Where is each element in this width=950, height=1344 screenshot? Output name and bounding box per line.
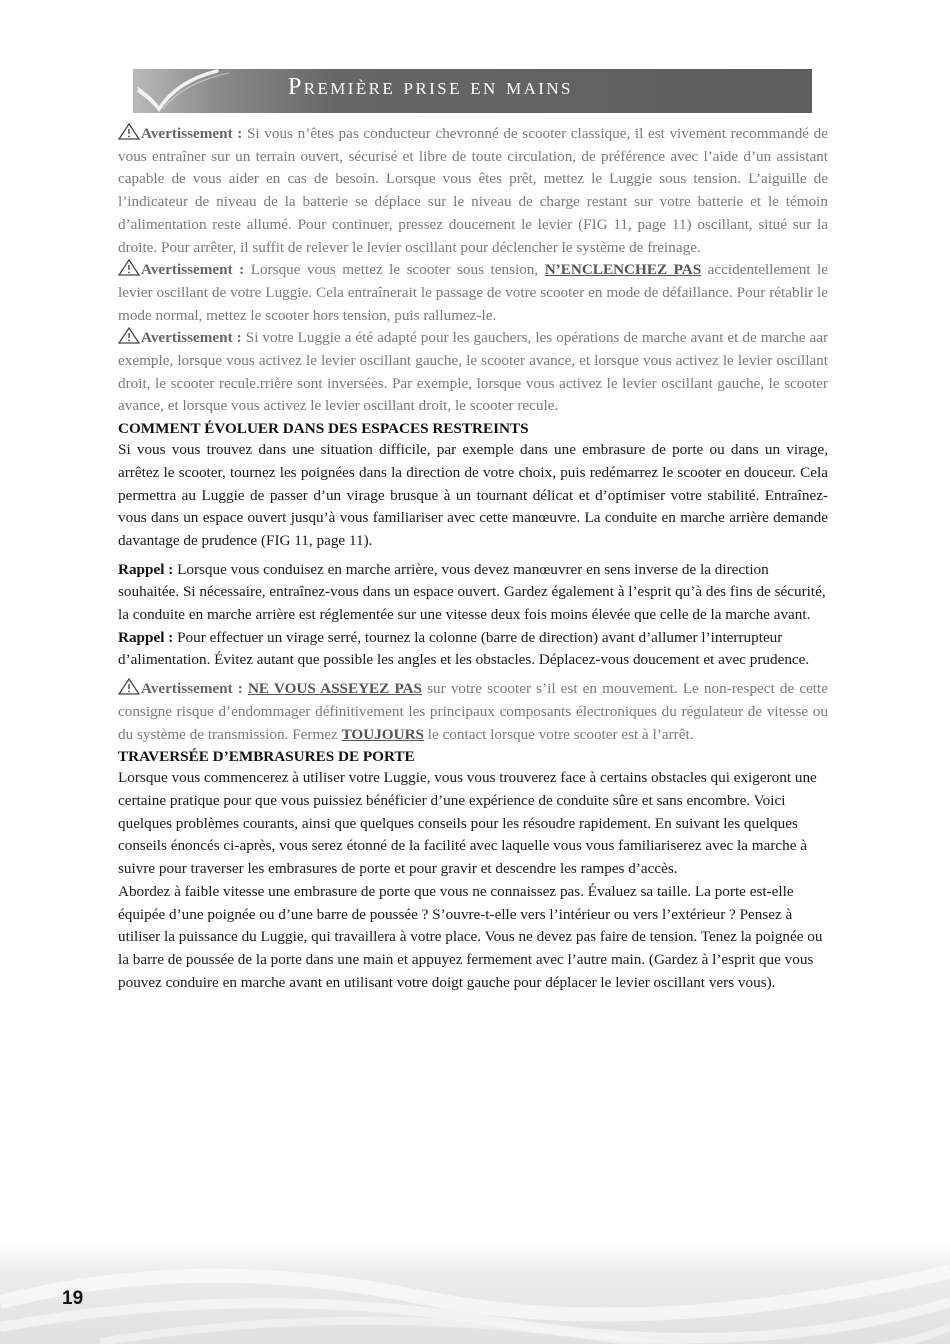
reminder-paragraph	[118, 559, 828, 627]
section-heading: COMMENT ÉVOLUER DANS DES ESPACES RESTREINTS	[118, 420, 529, 438]
warning-text: le contact lorsque votre scooter est à l’arrêt.	[427, 725, 694, 743]
body-paragraph: Abordez à faible vitesse une embrasure de porte que vous ne connaissez pas. Évaluez sa taille. La porte est-elle équipée d’une poignée ou d’une barre de poussée ? S’ouvre-t-elle vers l’intérieur ou vers l’extérieur ? Pensez à utiliser la puissance du Luggie, qui travaillera à votre place. Vous ne devez pas faire de tension. Tenez la poignée ou la barre de poussée de la porte dans une main et appuyez fermement avec l’autre main. (Gardez à l’esprit que vous pouvez conduire en marche avant en utilisant votre doigt gauche pour déplacer le levier oscillant vers vous).	[118, 882, 823, 991]
reminder-paragraph	[118, 627, 828, 672]
warning-paragraph	[118, 678, 828, 746]
warning-label: Avertissement :	[141, 125, 243, 142]
reminder-label: Rappel :	[118, 560, 174, 578]
section-header	[133, 69, 812, 113]
reminder-text: Pour effectuer un virage serré, tournez la colonne (barre de direction) avant d’allumer l’interrupteur d’alimentation. Évitez autant que possible les angles et les obstacles. Déplacez-vous doucement et avec prudence.	[118, 628, 810, 669]
warning-triangle-icon	[118, 123, 140, 140]
warning-text: Lorsque vous mettez le scooter sous tension,	[250, 261, 539, 279]
emphasis-text: N’ENCLENCHEZ PAS	[544, 261, 702, 279]
warning-text: accidentellement le levier oscillant de votre Luggie. Cela entraînerait le passage de votre scooter en mode de défaillance. Pour rétablir le mode normal, mettez le scooter hors tension, puis rallumez-le.	[118, 261, 829, 324]
warning-triangle-icon	[118, 678, 140, 695]
warning-paragraph	[118, 259, 828, 327]
warning-label: Avertissement :	[141, 680, 243, 698]
section-heading: TRAVERSÉE D’EMBRASURES DE PORTE	[118, 748, 415, 766]
reminder-text: Lorsque vous conduisez en marche arrière, vous devez manœuvrer en sens inverse de la direction souhaitée. Si nécessaire, entraînez-vous dans un espace ouvert. Gardez également à l’esprit qu’à des fins de sécurité, la conduite en marche arrière est réglementée sur une vitesse deux fois moins élevée que celle de la marche avant.	[118, 560, 826, 624]
warning-text: sur votre scooter s’il est en mouvement. Le non-respect de cette consigne risque d’endommager définitivement les principaux composants électroniques du régulateur de vitesse ou du système de transmission. Fermez	[118, 680, 828, 743]
page-title: Première prise en mains	[288, 74, 573, 100]
warning-label: Avertissement :	[141, 329, 242, 347]
reminder-label: Rappel :	[118, 628, 174, 646]
page-content	[118, 123, 828, 994]
warning-paragraph	[118, 327, 828, 418]
emphasis-text: TOUJOURS	[341, 725, 424, 743]
warning-label: Avertissement :	[141, 261, 245, 279]
body-paragraph: Lorsque vous commencerez à utiliser votre Luggie, vous vous trouverez face à certains obstacles qui exigeront une certaine pratique pour que vous puissiez bénéficier d’une expérience de conduite sûre et sans encombre. Voici quelques problèmes courants, ainsi que quelques conseils pour les résoudre rapidement. En suivant les quelques conseils énoncés ci-après, vous serez étonné de la facilité avec laquelle vous vous familiariserez avec la marche à suivre pour traverser les embrasures de porte et pour gravir et descendre les rampes d’accès.	[118, 769, 817, 878]
checkmark-icon	[133, 69, 243, 113]
warning-text: Si votre Luggie a été adapté pour les gauchers, les opérations de marche avant et de marche aar exemple, lorsque vous activez le levier oscillant gauche, le scooter avance, et lorsque vous activez le levier oscillant droit, le scooter recule.rrière sont inversées. Par exemple, lorsque vous activez le levier oscillant gauche, le scooter avance, et lorsque vous activez le levier oscillant droit, le scooter recule.	[118, 329, 828, 415]
warning-triangle-icon	[118, 259, 140, 276]
warning-text: Si vous n’êtes pas conducteur chevronné de scooter classique, il est vivement recommandé de vous entraîner sur un terrain ouvert, sécurisé et libre de toute circulation, de préférence avec l’aide d’un assistant capable de vous aider en cas de besoin. Lorsque vous êtes prêt, mettez le Luggie sous tension. L’aiguille de l’indicateur de niveau de la batterie se déplace sur le niveau de charge restant sur votre batterie et le témoin d’alimentation reste allumé. Pour continuer, pressez doucement le levier (FIG 11, page 11) oscillant, situé sur la droite. Pour arrêter, il suffit de relever le levier oscillant pour déclencher le système de freinage.	[118, 125, 828, 256]
page-number: 19	[62, 1288, 84, 1309]
footer-swirl-decoration	[0, 1242, 950, 1344]
warning-triangle-icon	[118, 327, 140, 344]
emphasis-text: NE VOUS ASSEYEZ PAS	[247, 680, 423, 698]
warning-paragraph	[118, 123, 828, 259]
footer-band	[0, 1242, 950, 1344]
body-paragraph: Si vous vous trouvez dans une situation difficile, par exemple dans une embrasure de porte ou dans un virage, arrêtez le scooter, tournez les poignées dans la direction de votre choix, puis redémarrez le scooter en douceur. Cela permettra au Luggie de passer d’un virage brusque à un tournant délicat et d’optimiser votre stabilité. Entraînez-vous dans un espace ouvert jusqu’à vous familiariser avec cette manœuvre. La conduite en marche arrière demande davantage de prudence (FIG 11, page 11).	[118, 441, 828, 549]
